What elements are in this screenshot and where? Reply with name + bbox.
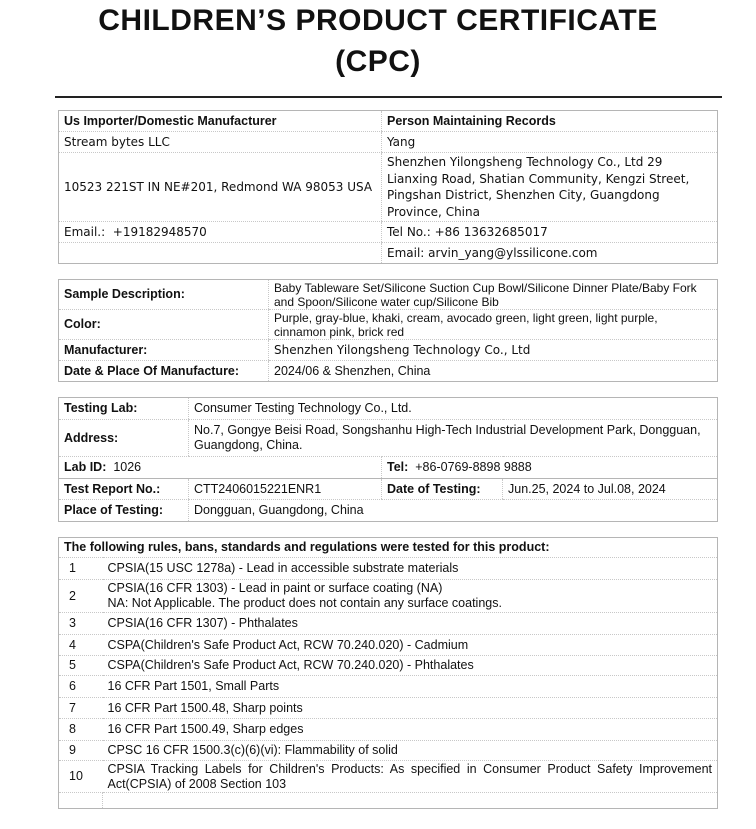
title-divider (55, 96, 722, 98)
sample-table (58, 279, 718, 382)
rule-description: CPSIA Tracking Labels for Children's Products: As specified in Consumer Product Safety Improvement Act(CPSIA) of 2008 Section 103 (107, 761, 712, 791)
lab-table (58, 397, 718, 522)
rule-text (103, 741, 718, 761)
rule-text (103, 635, 718, 656)
importer-name: Stream bytes LLC (59, 132, 382, 153)
rule-number: 10 (59, 761, 103, 793)
rule-number: 2 (59, 580, 103, 613)
rule-description: CPSIA(16 CFR 1307) - Phthalates (107, 616, 298, 630)
report-no-label: Test Report No.: (59, 479, 189, 500)
tel-value: +86-0769-8898 9888 (415, 460, 532, 474)
parties-table (58, 110, 718, 264)
rule-text (103, 558, 718, 580)
rules-header: The following rules, bans, standards and regulations were tested for this product: (59, 538, 718, 558)
rule-row (59, 580, 718, 613)
lab-id-value: 1026 (113, 460, 142, 474)
rule-row (59, 656, 718, 676)
rule-description: 16 CFR Part 1500.48, Sharp points (107, 700, 303, 715)
rule-number: 4 (59, 635, 103, 656)
certificate-title: CHILDREN’S PRODUCT CERTIFICATE (98, 4, 658, 37)
importer-address: 10523 221ST IN NE#201, Redmond WA 98053 USA (59, 153, 382, 222)
rule-number: 6 (59, 676, 103, 698)
place-of-testing-label: Place of Testing: (59, 500, 189, 522)
tel-label: Tel: (387, 460, 409, 474)
manufacture-date-value: 2024/06 & Shenzhen, China (269, 361, 718, 382)
rule-description: CPSIA(15 USC 1278a) - Lead in accessible substrate materials (107, 561, 459, 575)
rule-description: CSPA(Children's Safe Product Act, RCW 70.240.020) - Cadmium (107, 637, 469, 652)
address-value: No.7, Gongye Beisi Road, Songshanhu High-Tech Industrial Development Park, Dongguan, Guangdong, China. (189, 420, 718, 457)
rule-text (103, 719, 718, 741)
rule-number: 1 (59, 558, 103, 580)
rule-description: CPSIA(16 CFR 1303) - Lead in paint or surface coating (NA) (107, 581, 443, 595)
rule-note: NA: Not Applicable. The product does not contain any surface coatings. (107, 596, 502, 610)
records-email: Email: arvin_yang@ylssilicone.com (382, 243, 718, 264)
certificate-subtitle: (CPC) (335, 45, 421, 78)
importer-email: Email.: +19182948570 (59, 222, 382, 243)
rule-row (59, 698, 718, 719)
rule-description: CPSC 16 CFR 1500.3(c)(6)(vi): Flammability of solid (107, 743, 398, 757)
records-header: Person Maintaining Records (382, 111, 718, 132)
rule-text (103, 676, 718, 698)
rule-row (59, 741, 718, 761)
rule-row (59, 635, 718, 656)
rule-row (59, 676, 718, 698)
records-address: Shenzhen Yilongsheng Technology Co., Ltd 29 Lianxing Road, Shatian Community, Kengzi Street, Pingshan District, Shenzhen City, Guangdong Province, China (382, 153, 718, 222)
manufacturer-value: Shenzhen Yilongsheng Technology Co., Ltd (269, 340, 718, 361)
report-no-value: CTT2406015221ENR1 (189, 479, 382, 500)
rule-text (103, 613, 718, 635)
manufacture-date-label: Date & Place Of Manufacture: (59, 361, 269, 382)
sample-description-label: Sample Description: (59, 280, 269, 310)
rule-row (59, 719, 718, 741)
rule-description: 16 CFR Part 1500.49, Sharp edges (107, 722, 304, 736)
rule-number: 8 (59, 719, 103, 741)
testing-lab-value: Consumer Testing Technology Co., Ltd. (189, 398, 718, 420)
records-name: Yang (382, 132, 718, 153)
importer-header: Us Importer/Domestic Manufacturer (59, 111, 382, 132)
rule-number: 5 (59, 656, 103, 676)
rule-row (59, 761, 718, 793)
rule-number: 7 (59, 698, 103, 719)
records-tel: Tel No.: +86 13632685017 (382, 222, 718, 243)
rule-number: 9 (59, 741, 103, 761)
testing-lab-label: Testing Lab: (59, 398, 189, 420)
place-of-testing-value: Dongguan, Guangdong, China (189, 500, 718, 522)
rule-number: 3 (59, 613, 103, 635)
testing-date-label: Date of Testing: (382, 479, 503, 500)
rule-text (103, 656, 718, 676)
address-label: Address: (59, 420, 189, 457)
rule-description: CSPA(Children's Safe Product Act, RCW 70.240.020) - Phthalates (107, 658, 474, 672)
rule-description: 16 CFR Part 1501, Small Parts (107, 679, 280, 693)
rule-text (103, 761, 718, 793)
rule-row (59, 613, 718, 635)
rule-text (103, 698, 718, 719)
lab-id-label: Lab ID: (64, 460, 107, 474)
sample-description: Baby Tableware Set/Silicone Suction Cup Bowl/Silicone Dinner Plate/Baby Fork and Spoon/Silicone water cup/Silicone Bib (269, 280, 718, 310)
rule-text (103, 580, 718, 613)
color-value: Purple, gray-blue, khaki, cream, avocado green, light green, light purple, cinnamon pink, brick red (269, 310, 718, 340)
manufacturer-label: Manufacturer: (59, 340, 269, 361)
rule-row (59, 558, 718, 580)
testing-date-value: Jun.25, 2024 to Jul.08, 2024 (503, 479, 718, 500)
color-label: Color: (59, 310, 269, 340)
rules-table (58, 537, 718, 809)
